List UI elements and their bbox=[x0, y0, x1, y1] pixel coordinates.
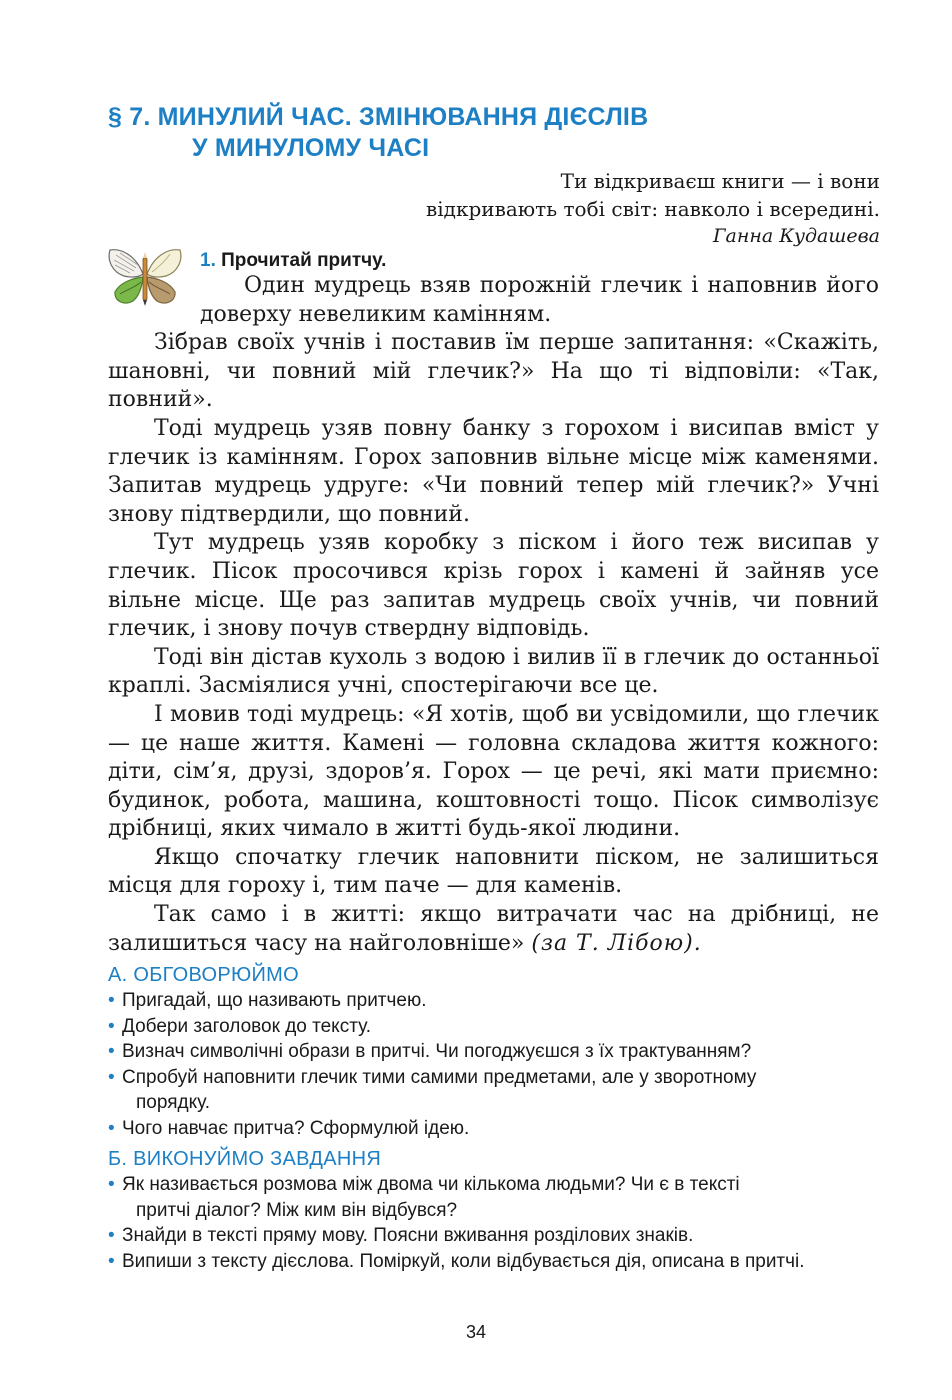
epigraph-line-2: відкривають тобі світ: навколо і всередині. bbox=[425, 197, 880, 221]
task-label: Прочитай притчу. bbox=[221, 250, 387, 271]
source-citation: (за Т. Лібою). bbox=[531, 930, 702, 956]
list-item bbox=[108, 1065, 888, 1116]
list-item bbox=[108, 1014, 888, 1040]
parable-text bbox=[108, 272, 879, 958]
list-item-text: Добери заголовок до тексту. bbox=[122, 1015, 371, 1037]
epigraph-author: Ганна Кудашева bbox=[712, 225, 880, 247]
bullet-icon: • bbox=[108, 1015, 115, 1037]
list-item bbox=[108, 1116, 888, 1142]
bullet-icon: • bbox=[108, 1066, 115, 1088]
task-number: 1. bbox=[200, 250, 216, 271]
title-line-2: У МИНУЛОМУ ЧАСІ bbox=[192, 134, 430, 162]
page-title bbox=[108, 102, 868, 164]
list-item-text: Пригадай, що називають притчею. bbox=[122, 990, 427, 1011]
epigraph-line-1: Ти відкриваєш книги — і вони bbox=[560, 169, 880, 193]
list-item-continuation: притчі діалог? Між ким він відбувся? bbox=[136, 1199, 458, 1221]
title-line-1: § 7. МИНУЛИЙ ЧАС. ЗМІНЮВАННЯ ДІЄСЛІВ bbox=[108, 103, 649, 131]
list-item-text: Спробуй наповнити глечик тими самими предметами, але у зворотному bbox=[122, 1066, 757, 1088]
bullet-icon: • bbox=[108, 1041, 115, 1062]
section-b-heading: Б. ВИКОНУЙМО ЗАВДАННЯ bbox=[108, 1148, 382, 1170]
list-item-text: Визнач символічні образи в притчі. Чи погоджуєшся з їх трактуванням? bbox=[122, 1041, 752, 1062]
list-item-text: Як називається розмова між двома чи кількома людьми? Чи є в тексті bbox=[122, 1174, 740, 1195]
paragraph-4: Тут мудрець узяв коробку з піском і його теж висипав у глечик. Пісок просочився крізь горох і камені й зайняв усе вільне місце. Ще раз запитав мудрець своїх учнів, чи повний глечик, і знову почув ствердну відповідь. bbox=[108, 530, 879, 642]
list-item bbox=[108, 1172, 888, 1223]
paragraph-6: І мовив тоді мудрець: «Я хотів, щоб ви усвідомили, що глечик — це наше життя. Камені — головна складова життя кожного: діти, сім’я, друзі, здоров’я. Горох — це речі, які мати приємно: будинок, робота, машина, коштовності тощо. Пісок символізує дрібниці, яких чимало в житті будь-якої людини. bbox=[108, 701, 879, 842]
section-tasks bbox=[108, 1146, 888, 1274]
page-number: 34 bbox=[465, 1322, 487, 1342]
section-b-list bbox=[108, 1172, 888, 1274]
paragraph-8-text: Так само і в житті: якщо витрачати час на дрібниці, не залишиться часу на найголовніше» bbox=[108, 902, 879, 956]
list-item bbox=[108, 1249, 888, 1275]
list-item-text: Чого навчає притча? Сформулюй ідею. bbox=[122, 1117, 470, 1139]
list-item-text: Знайди в тексті пряму мову. Поясни вживання розділових знаків. bbox=[122, 1225, 694, 1246]
epigraph bbox=[280, 167, 880, 249]
paragraph-3: Тоді мудрець узяв повну банку з горохом і висипав вміст у глечик із камінням. Горох заповнив вільне місце між каменями. Запитав мудрець удруге: «Чи повний тепер мій глечик?» Учні знову підтвердили, що повний. bbox=[108, 415, 879, 527]
bullet-icon: • bbox=[108, 1250, 115, 1272]
section-a-heading: А. ОБГОВОРЮЙМО bbox=[108, 964, 299, 986]
paragraph-1: Один мудрець взяв порожній глечик і наповнив його доверху невеликим камінням. bbox=[200, 273, 879, 327]
paragraph-7: Якщо спочатку глечик наповнити піском, не залишиться місця для гороху і, тим паче — для каменів. bbox=[108, 844, 879, 899]
bullet-icon: • bbox=[108, 1225, 115, 1246]
paragraph-5: Тоді він дістав кухоль з водою і вилив її в глечик до останньої краплі. Засміялися учні, спостерігаючи все це. bbox=[108, 644, 879, 699]
list-item-continuation: порядку. bbox=[136, 1092, 210, 1113]
paragraph-8 bbox=[108, 901, 879, 958]
list-item bbox=[108, 1039, 888, 1065]
bullet-icon: • bbox=[108, 1174, 115, 1195]
list-item bbox=[108, 988, 888, 1014]
paragraph-2: Зібрав своїх учнів і поставив їм перше запитання: «Скажіть, шановні, чи повний мій глечик?» На що ті відповіли: «Так, повний». bbox=[108, 330, 879, 413]
bullet-icon: • bbox=[108, 990, 115, 1011]
list-item bbox=[108, 1223, 888, 1249]
bullet-icon: • bbox=[108, 1117, 115, 1139]
task-heading bbox=[200, 248, 386, 274]
list-item-text: Випиши з тексту дієслова. Поміркуй, коли відбувається дія, описана в притчі. bbox=[122, 1250, 805, 1272]
section-a-list bbox=[108, 988, 888, 1141]
section-discuss bbox=[108, 962, 888, 1141]
